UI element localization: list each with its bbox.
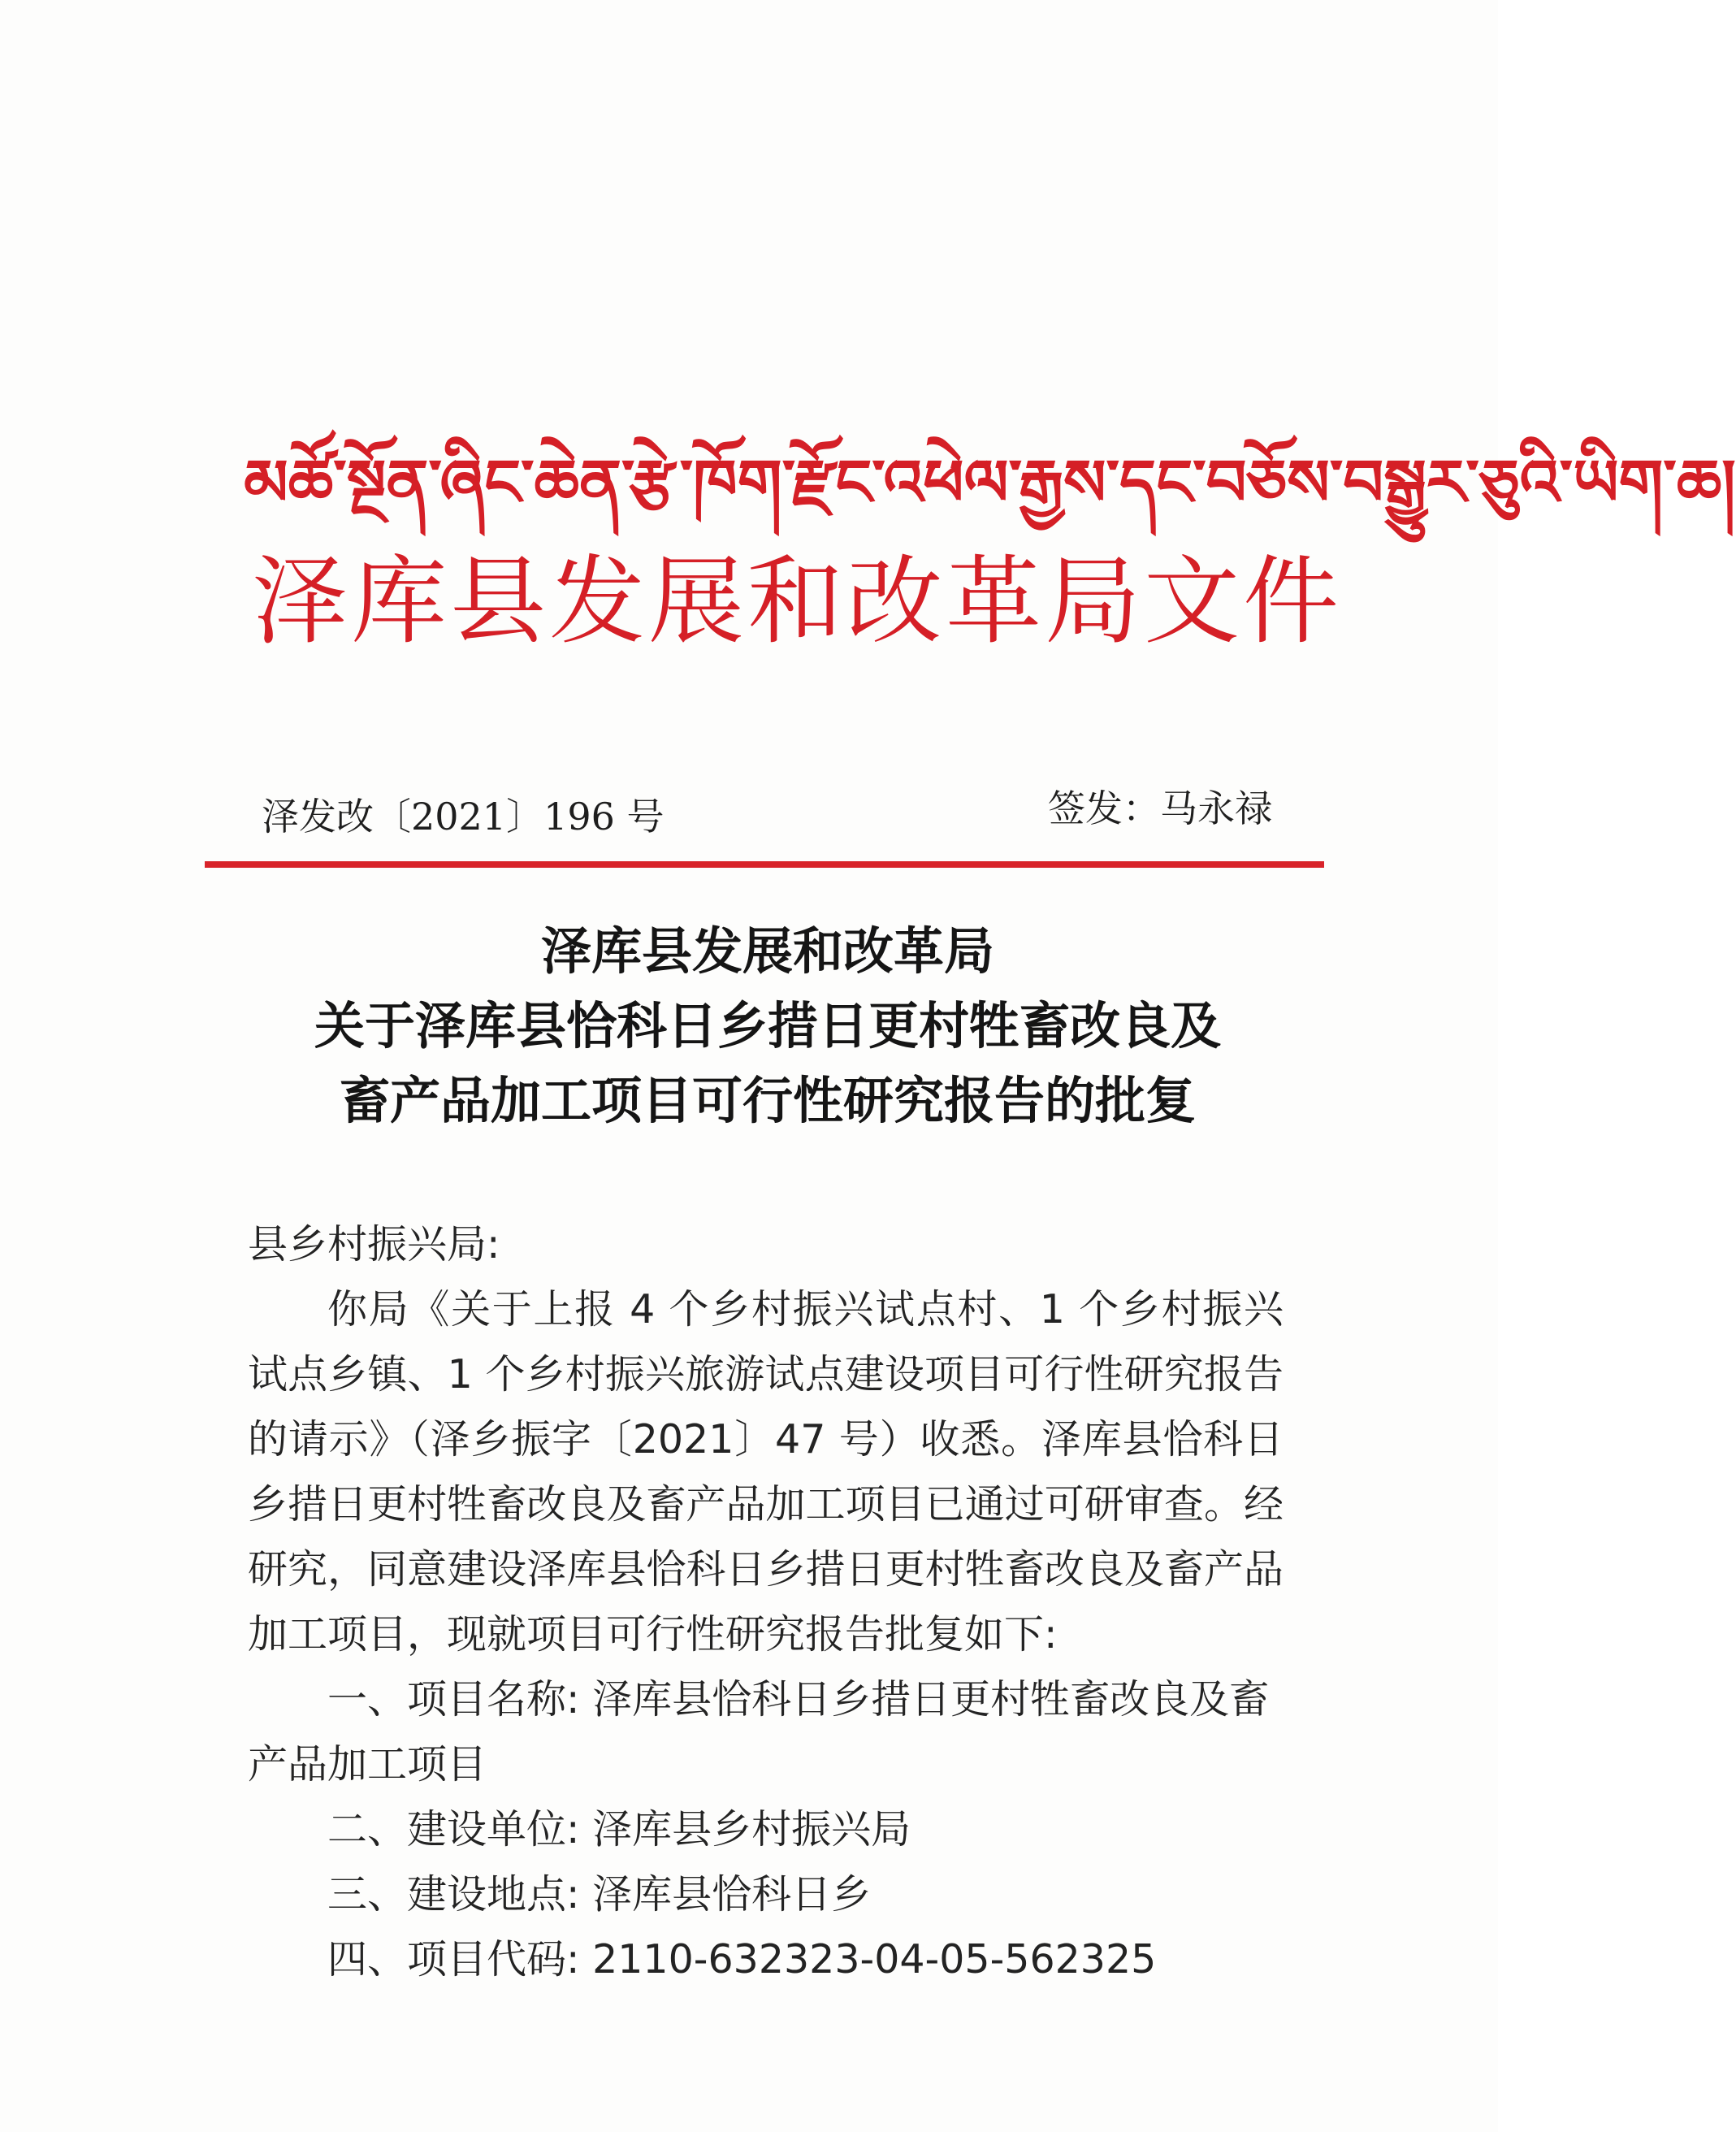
tibetan-header: མཚོ་སྔོན་ཞིང་ཆེན་རྩེ་ཁོག་རྫོང་འཕེལ་རྒྱས་དང་བཅོས་བསྒྱུར་ཅུའི་ཡིག་ཆ།	[244, 446, 1736, 520]
issuer-title: 泽库县发展和改革局文件	[252, 545, 1343, 657]
item-construction-unit: 二、建设单位: 泽库县乡村振兴局	[327, 1806, 911, 1852]
item-project-code: 四、项目代码: 2110-632323-04-05-562325	[327, 1936, 1157, 1982]
document-title	[244, 914, 1292, 1138]
red-divider-line	[205, 861, 1324, 868]
signer-line: 签发：马永禄	[1048, 786, 1272, 830]
document-body	[248, 1212, 1284, 1992]
title-line-2: 关于泽库县恰科日乡措日更村牲畜改良及	[314, 996, 1221, 1055]
item-project-name: 一、项目名称: 泽库县恰科日乡措日更村牲畜改良及畜产品加工项目	[248, 1676, 1270, 1788]
salutation: 县乡村振兴局:	[248, 1221, 500, 1268]
title-line-1: 泽库县发展和改革局	[540, 921, 994, 981]
document-number: 泽发改〔2021〕196 号	[262, 795, 665, 838]
body-paragraph: 你局《关于上报 4 个乡村振兴试点村、1 个乡村振兴试点乡镇、1 个乡村振兴旅游试点建设项目可行性研究报告的请示》（泽乡振字〔2021〕47 号）收悉。泽库县恰科日乡措日更村牲畜改良及畜产品加工项目已通过可研审查。经研究，同意建设泽库县恰科日乡措日更村牲畜改良及畜产品加工项目，现就项目可行性研究报告批复如下:	[248, 1286, 1284, 1658]
title-line-3: 畜产品加工项目可行性研究报告的批复	[339, 1071, 1196, 1130]
item-construction-site: 三、建设地点: 泽库县恰科日乡	[327, 1871, 872, 1918]
